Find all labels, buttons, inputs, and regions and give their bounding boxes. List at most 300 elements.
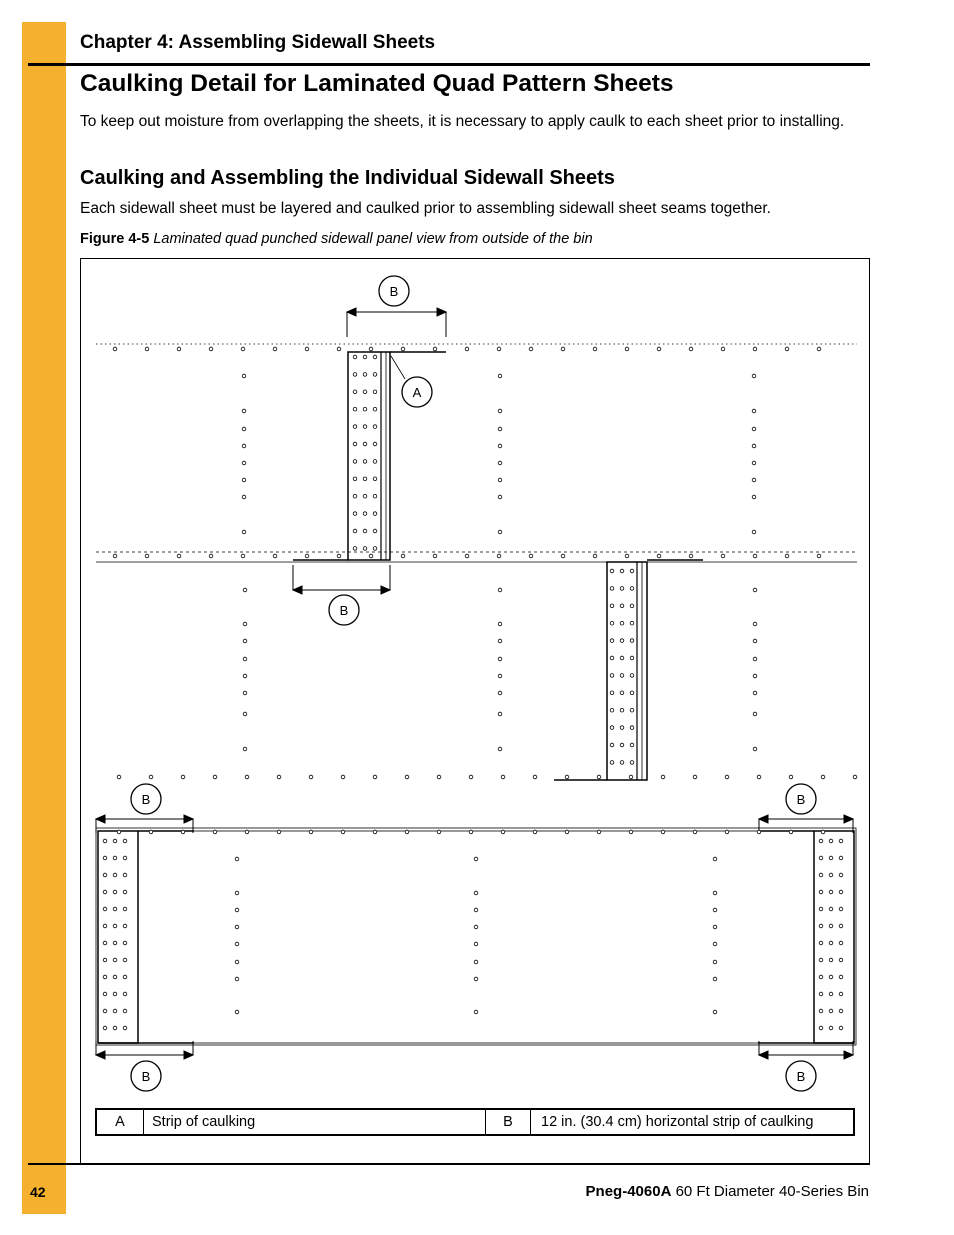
bolt-hole	[620, 639, 624, 643]
bolt-hole	[839, 890, 843, 894]
bolt-hole	[630, 569, 634, 573]
bolt-hole	[373, 390, 377, 394]
bolt-hole	[474, 891, 478, 895]
bolt-hole	[829, 958, 833, 962]
bolt-hole	[839, 992, 843, 996]
bolt-hole	[498, 461, 502, 465]
bolt-hole	[630, 587, 634, 591]
bolt-hole	[630, 621, 634, 625]
dimension-b-top-arrowhead-start	[347, 308, 356, 316]
callout-b-lower-left-top-label: B	[141, 792, 151, 807]
bolt-hole	[689, 554, 693, 558]
bolt-hole	[373, 425, 377, 429]
bolt-hole	[839, 856, 843, 860]
bolt-hole	[123, 975, 127, 979]
bolt-hole	[693, 775, 697, 779]
bolt-hole	[610, 621, 614, 625]
bolt-hole	[529, 347, 533, 351]
legend-value-a: Strip of caulking	[144, 1110, 486, 1134]
bolt-hole	[113, 873, 117, 877]
bolt-hole	[610, 569, 614, 573]
bolt-hole	[839, 924, 843, 928]
bolt-hole	[363, 460, 367, 464]
bolt-hole	[103, 992, 107, 996]
bolt-hole	[241, 347, 245, 351]
bolt-hole	[498, 409, 502, 413]
caulking-strip-2	[607, 562, 647, 780]
bolt-hole	[373, 373, 377, 377]
bolt-hole	[363, 355, 367, 359]
bolt-hole	[620, 726, 624, 730]
bolt-hole	[753, 347, 757, 351]
bolt-hole	[113, 1009, 117, 1013]
bolt-hole	[610, 708, 614, 712]
bolt-hole	[629, 830, 633, 834]
bolt-hole	[498, 622, 502, 626]
bolt-hole	[341, 830, 345, 834]
bolt-hole	[789, 830, 793, 834]
bolt-hole	[610, 761, 614, 765]
chapter-sidebar-tab	[22, 22, 66, 1214]
bolt-hole	[401, 347, 405, 351]
bolt-hole	[363, 547, 367, 551]
bolt-hole	[625, 347, 629, 351]
bolt-hole	[789, 775, 793, 779]
bolt-hole	[363, 442, 367, 446]
dimension-b-mid-arrowhead	[381, 586, 390, 594]
bolt-hole	[630, 691, 634, 695]
bolt-hole	[498, 712, 502, 716]
bolt-hole	[353, 512, 357, 516]
bolt-hole	[829, 839, 833, 843]
bolt-hole	[752, 374, 756, 378]
callout-b-lower-right-bottom-label: B	[796, 1069, 806, 1084]
bolt-hole	[337, 554, 341, 558]
bolt-hole	[235, 891, 239, 895]
bolt-hole	[693, 830, 697, 834]
bolt-hole	[753, 674, 757, 678]
bolt-hole	[353, 390, 357, 394]
bolt-hole	[373, 477, 377, 481]
dimension-b-lower-right-top-arrowhead	[844, 815, 853, 823]
bolt-hole	[353, 425, 357, 429]
bolt-hole	[561, 554, 565, 558]
bolt-hole	[117, 775, 121, 779]
bolt-hole	[273, 347, 277, 351]
bolt-hole	[713, 908, 717, 912]
bolt-hole	[725, 830, 729, 834]
bolt-hole	[819, 958, 823, 962]
bolt-hole	[145, 347, 149, 351]
bolt-hole	[341, 775, 345, 779]
bolt-hole	[498, 374, 502, 378]
bolt-hole	[498, 444, 502, 448]
bolt-hole	[620, 743, 624, 747]
caulking-strip-1	[348, 352, 390, 560]
bolt-hole	[821, 830, 825, 834]
bolt-hole	[405, 775, 409, 779]
bolt-hole	[620, 656, 624, 660]
dimension-b-mid-arrowhead-start	[293, 586, 302, 594]
bolt-hole	[753, 554, 757, 558]
bolt-hole	[839, 1009, 843, 1013]
bolt-hole	[753, 657, 757, 661]
bolt-hole	[437, 775, 441, 779]
bolt-hole	[610, 674, 614, 678]
bolt-hole	[819, 1009, 823, 1013]
legend-table	[95, 1108, 855, 1136]
bolt-hole	[235, 908, 239, 912]
bolt-hole	[657, 554, 661, 558]
bolt-hole	[123, 907, 127, 911]
bolt-hole	[149, 830, 153, 834]
bolt-hole	[498, 427, 502, 431]
dimension-b-lower-left-top-arrowhead-start	[96, 815, 105, 823]
bolt-hole	[353, 355, 357, 359]
bolt-hole	[620, 569, 624, 573]
bolt-hole	[235, 857, 239, 861]
bolt-hole	[242, 427, 246, 431]
bolt-hole	[752, 444, 756, 448]
bolt-hole	[819, 839, 823, 843]
bolt-hole	[353, 460, 357, 464]
bolt-hole	[363, 477, 367, 481]
bolt-hole	[177, 554, 181, 558]
doc-title: 60 Ft Diameter 40-Series Bin	[675, 1183, 869, 1200]
dimension-b-lower-left-bottom-arrowhead-start	[96, 1051, 105, 1059]
bolt-hole	[819, 873, 823, 877]
figure-caption	[80, 231, 593, 247]
bolt-hole	[113, 992, 117, 996]
bolt-hole	[242, 444, 246, 448]
bolt-hole	[561, 347, 565, 351]
bolt-hole	[853, 775, 857, 779]
bolt-hole	[273, 554, 277, 558]
bolt-hole	[243, 622, 247, 626]
bolt-hole	[753, 639, 757, 643]
bolt-hole	[465, 554, 469, 558]
bolt-hole	[610, 726, 614, 730]
callout-a-label: A	[412, 385, 422, 400]
bolt-hole	[242, 478, 246, 482]
bolt-hole	[113, 907, 117, 911]
bolt-hole	[829, 1009, 833, 1013]
footer-rule	[28, 1163, 870, 1165]
bolt-hole	[713, 1010, 717, 1014]
bolt-hole	[469, 775, 473, 779]
bolt-hole	[103, 890, 107, 894]
bolt-hole	[785, 347, 789, 351]
bolt-hole	[533, 775, 537, 779]
bolt-hole	[819, 941, 823, 945]
bolt-hole	[498, 588, 502, 592]
bolt-hole	[498, 639, 502, 643]
bolt-hole	[630, 656, 634, 660]
bolt-hole	[363, 373, 367, 377]
dimension-b-lower-right-top-arrowhead-start	[759, 815, 768, 823]
bolt-hole	[369, 554, 373, 558]
bolt-hole	[277, 775, 281, 779]
chapter-heading: Chapter 4: Assembling Sidewall Sheets	[80, 32, 436, 53]
bolt-hole	[498, 674, 502, 678]
bolt-hole	[373, 547, 377, 551]
bolt-hole	[474, 908, 478, 912]
bolt-hole	[752, 478, 756, 482]
bolt-hole	[277, 830, 281, 834]
bolt-hole	[113, 941, 117, 945]
bolt-hole	[309, 830, 313, 834]
bolt-hole	[123, 839, 127, 843]
bolt-hole	[839, 958, 843, 962]
bolt-hole	[529, 554, 533, 558]
bolt-hole	[839, 975, 843, 979]
bolt-hole	[565, 775, 569, 779]
bolt-hole	[103, 1026, 107, 1030]
bolt-hole	[713, 857, 717, 861]
bolt-hole	[235, 1010, 239, 1014]
bolt-hole	[117, 830, 121, 834]
bolt-hole	[363, 494, 367, 498]
bolt-hole	[689, 347, 693, 351]
bolt-hole	[113, 1026, 117, 1030]
bolt-hole	[829, 856, 833, 860]
bolt-hole	[752, 427, 756, 431]
bolt-hole	[625, 554, 629, 558]
bolt-hole	[369, 347, 373, 351]
bolt-hole	[533, 830, 537, 834]
bolt-hole	[103, 907, 107, 911]
bolt-hole	[752, 461, 756, 465]
bolt-hole	[474, 977, 478, 981]
bolt-hole	[819, 975, 823, 979]
bolt-hole	[829, 907, 833, 911]
bolt-hole	[235, 960, 239, 964]
legend-key-b: B	[486, 1110, 531, 1134]
bolt-hole	[242, 409, 246, 413]
legend-key-a: A	[97, 1110, 144, 1134]
bolt-hole	[373, 460, 377, 464]
bolt-hole	[497, 554, 501, 558]
bolt-hole	[243, 712, 247, 716]
bolt-hole	[630, 761, 634, 765]
bolt-hole	[177, 347, 181, 351]
bolt-hole	[620, 691, 624, 695]
bolt-hole	[103, 1009, 107, 1013]
bolt-hole	[817, 554, 821, 558]
subsection-title: Caulking and Assembling the Individual Sidewall Sheets	[80, 167, 615, 189]
bolt-hole	[819, 907, 823, 911]
bolt-hole	[353, 494, 357, 498]
bolt-hole	[181, 830, 185, 834]
bolt-hole	[363, 407, 367, 411]
bolt-hole	[437, 830, 441, 834]
bolt-hole	[610, 639, 614, 643]
bolt-hole	[630, 726, 634, 730]
bolt-hole	[630, 604, 634, 608]
bolt-hole	[213, 775, 217, 779]
footer-doc-title	[586, 1183, 869, 1200]
bolt-hole	[753, 622, 757, 626]
bolt-hole	[373, 830, 377, 834]
bolt-hole	[245, 775, 249, 779]
bolt-hole	[661, 775, 665, 779]
dimension-b-lower-right-bottom-arrowhead-start	[759, 1051, 768, 1059]
bolt-hole	[373, 775, 377, 779]
bolt-hole	[630, 639, 634, 643]
bolt-hole	[620, 708, 624, 712]
bolt-hole	[353, 529, 357, 533]
bolt-hole	[593, 347, 597, 351]
bolt-hole	[353, 477, 357, 481]
bolt-hole	[474, 960, 478, 964]
bolt-hole	[620, 604, 624, 608]
bolt-hole	[243, 691, 247, 695]
bolt-hole	[213, 830, 217, 834]
bolt-hole	[565, 830, 569, 834]
bolt-hole	[405, 830, 409, 834]
bolt-hole	[753, 712, 757, 716]
figure-frame	[80, 258, 870, 1165]
bolt-hole	[123, 1009, 127, 1013]
bolt-hole	[373, 494, 377, 498]
bolt-hole	[620, 761, 624, 765]
bolt-hole	[373, 529, 377, 533]
bolt-hole	[752, 530, 756, 534]
bolt-hole	[103, 958, 107, 962]
bolt-hole	[123, 1026, 127, 1030]
bolt-hole	[620, 621, 624, 625]
bolt-hole	[752, 409, 756, 413]
bolt-hole	[610, 691, 614, 695]
bolt-hole	[661, 830, 665, 834]
bolt-hole	[757, 775, 761, 779]
bolt-hole	[242, 374, 246, 378]
bolt-hole	[657, 347, 661, 351]
bolt-hole	[113, 924, 117, 928]
bolt-hole	[610, 656, 614, 660]
bolt-hole	[620, 587, 624, 591]
bolt-hole	[353, 442, 357, 446]
doc-number: Pneg-4060A	[585, 1183, 672, 1200]
bolt-hole	[498, 478, 502, 482]
bolt-hole	[713, 925, 717, 929]
bolt-hole	[721, 347, 725, 351]
bolt-hole	[721, 554, 725, 558]
bolt-hole	[113, 890, 117, 894]
bolt-hole	[123, 873, 127, 877]
dimension-b-top-arrowhead	[437, 308, 446, 316]
bolt-hole	[757, 830, 761, 834]
bolt-hole	[123, 856, 127, 860]
bolt-hole	[353, 373, 357, 377]
bolt-hole	[785, 554, 789, 558]
bolt-hole	[363, 512, 367, 516]
bolt-hole	[209, 554, 213, 558]
bolt-hole	[363, 425, 367, 429]
bolt-hole	[113, 839, 117, 843]
bolt-hole	[630, 708, 634, 712]
bolt-hole	[713, 960, 717, 964]
bolt-hole	[753, 691, 757, 695]
bolt-hole	[465, 347, 469, 351]
bolt-hole	[309, 775, 313, 779]
bolt-hole	[817, 347, 821, 351]
bolt-hole	[620, 674, 624, 678]
callout-a-leader	[391, 356, 405, 379]
bolt-hole	[497, 347, 501, 351]
bolt-hole	[113, 347, 117, 351]
bolt-hole	[713, 977, 717, 981]
bolt-hole	[181, 775, 185, 779]
bolt-hole	[819, 890, 823, 894]
bolt-hole	[353, 547, 357, 551]
dimension-b-lower-left-top-arrowhead	[184, 815, 193, 823]
bolt-hole	[829, 975, 833, 979]
bolt-hole	[839, 941, 843, 945]
bolt-hole	[123, 992, 127, 996]
bolt-hole	[725, 775, 729, 779]
bolt-hole	[353, 407, 357, 411]
bolt-hole	[610, 743, 614, 747]
dimension-b-lower-left-bottom-arrowhead	[184, 1051, 193, 1059]
bolt-hole	[243, 588, 247, 592]
bolt-hole	[123, 924, 127, 928]
bolt-hole	[373, 407, 377, 411]
bolt-hole	[113, 958, 117, 962]
bolt-hole	[610, 604, 614, 608]
bolt-hole	[149, 775, 153, 779]
bolt-hole	[474, 925, 478, 929]
bolt-hole	[433, 554, 437, 558]
bolt-hole	[501, 830, 505, 834]
bolt-hole	[113, 554, 117, 558]
bolt-hole	[829, 890, 833, 894]
bolt-hole	[243, 657, 247, 661]
bolt-hole	[829, 941, 833, 945]
bolt-hole	[630, 743, 634, 747]
bolt-hole	[103, 873, 107, 877]
bolt-hole	[145, 554, 149, 558]
bolt-hole	[474, 1010, 478, 1014]
bolt-hole	[829, 1026, 833, 1030]
bolt-hole	[113, 975, 117, 979]
bolt-hole	[630, 674, 634, 678]
bolt-hole	[839, 907, 843, 911]
callout-b-lower-left-bottom-label: B	[141, 1069, 151, 1084]
bolt-hole	[401, 554, 405, 558]
subsection-paragraph: Each sidewall sheet must be layered and caulked prior to assembling sidewall sheet seams together.	[80, 200, 771, 217]
bolt-hole	[498, 530, 502, 534]
bolt-hole	[235, 925, 239, 929]
bolt-hole	[337, 347, 341, 351]
bolt-hole	[103, 941, 107, 945]
bolt-hole	[242, 495, 246, 499]
bolt-hole	[243, 674, 247, 678]
header-rule	[28, 63, 870, 66]
bolt-hole	[245, 830, 249, 834]
bolt-hole	[373, 442, 377, 446]
bolt-hole	[498, 691, 502, 695]
dimension-b-lower-right-bottom-arrowhead	[844, 1051, 853, 1059]
bolt-hole	[829, 924, 833, 928]
callout-b-lower-right-top-label: B	[796, 792, 806, 807]
figure-label: Figure 4-5	[80, 231, 150, 247]
bolt-hole	[241, 554, 245, 558]
bolt-hole	[123, 958, 127, 962]
bolt-hole	[113, 856, 117, 860]
bolt-hole	[305, 554, 309, 558]
bolt-hole	[829, 873, 833, 877]
